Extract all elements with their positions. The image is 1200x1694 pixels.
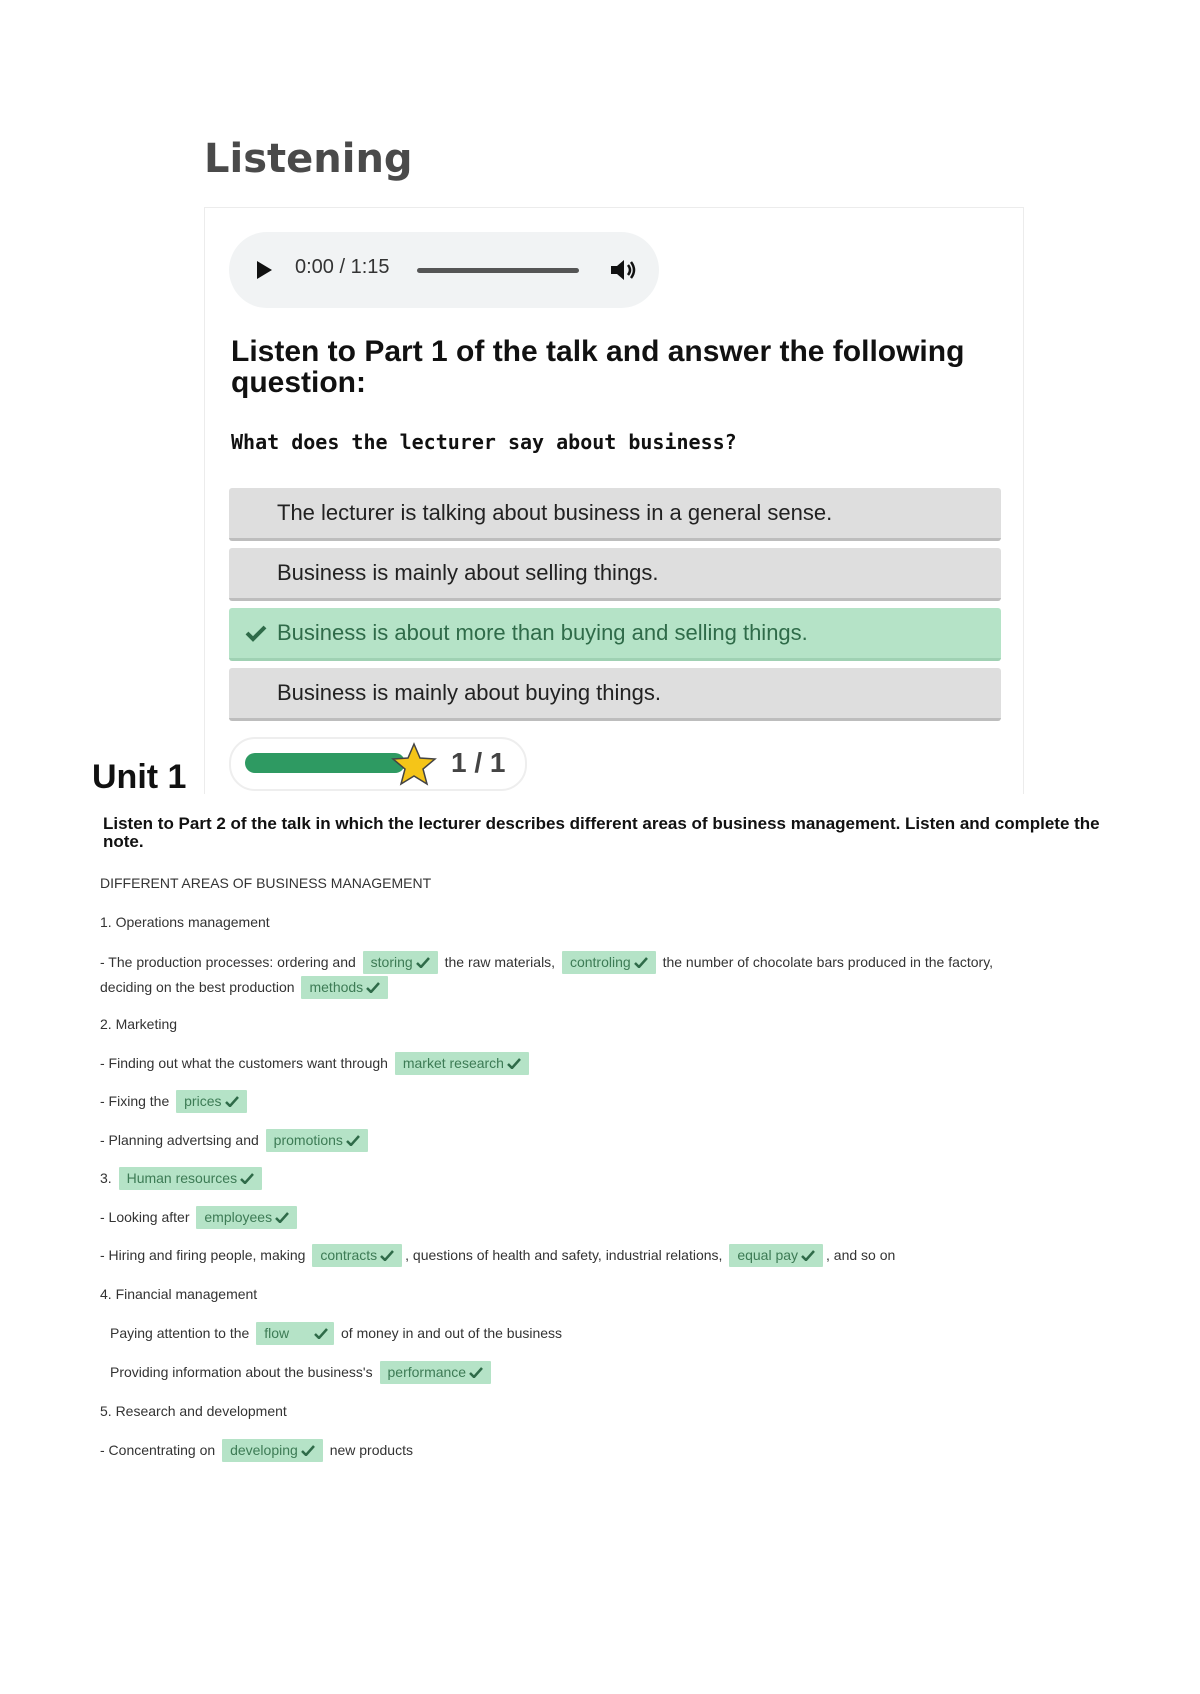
note-line: 3. Human resources: [100, 1167, 265, 1190]
answer-gap[interactable]: Human resources: [119, 1167, 263, 1190]
checkmark-icon: [225, 1096, 239, 1107]
answer-gap[interactable]: equal pay: [729, 1244, 823, 1267]
note-line: - Hiring and firing people, making contracts , questions of health and safety, industrial relations, equal pay , and so on: [100, 1244, 895, 1267]
note-line: - Concentrating on developing new products: [100, 1439, 413, 1462]
checkmark-icon: [314, 1328, 328, 1339]
note-line: 1. Operations management: [100, 914, 270, 930]
page-title: Listening: [204, 136, 413, 182]
note-line: - Fixing the prices: [100, 1090, 250, 1113]
checkmark-icon: [634, 957, 648, 968]
audio-time: 0:00 / 1:15: [295, 256, 390, 278]
answer-option-label: Business is mainly about selling things.: [277, 560, 659, 585]
score-text: 1 / 1: [451, 747, 506, 778]
unit-label: Unit 1: [92, 758, 187, 796]
checkmark-icon: [240, 1173, 254, 1184]
answer-gap[interactable]: developing: [222, 1439, 323, 1462]
checkmark-icon: [380, 1250, 394, 1261]
note-line: deciding on the best production methods: [100, 976, 391, 999]
note-line: 4. Financial management: [100, 1286, 258, 1302]
score-progress-bar: [245, 753, 405, 773]
note-line: Providing information about the business's performance: [110, 1361, 494, 1384]
question-card: [204, 207, 1024, 794]
answer-gap[interactable]: market research: [395, 1052, 529, 1075]
audio-player[interactable]: [229, 232, 659, 308]
answer-option-label: Business is about more than buying and selling things.: [277, 620, 808, 645]
notes-heading: DIFFERENT AREAS OF BUSINESS MANAGEMENT: [100, 875, 432, 891]
checkmark-icon: [801, 1250, 815, 1261]
note-line: 5. Research and development: [100, 1403, 287, 1419]
answer-option-1[interactable]: [229, 488, 1001, 541]
note-line: - Planning advertsing and promotions: [100, 1129, 371, 1152]
checkmark-icon: [275, 1212, 289, 1223]
part2-title: Listen to Part 2 of the talk in which the lecturer describes different areas of business management. Listen and complete the note.: [103, 814, 1100, 851]
volume-icon[interactable]: [609, 258, 637, 282]
note-line: Paying attention to the flow of money in and out of the business: [110, 1322, 562, 1345]
checkmark-icon: [301, 1445, 315, 1456]
answer-option-3[interactable]: [229, 608, 1001, 661]
answer-gap[interactable]: storing: [363, 951, 438, 974]
answer-option-4[interactable]: [229, 668, 1001, 721]
note-line: - The production processes: ordering and storing the raw materials, controling the number of chocolate bars produced in the factory,: [100, 951, 993, 974]
answer-gap[interactable]: employees: [196, 1206, 297, 1229]
play-icon[interactable]: [257, 261, 272, 279]
checkmark-icon: [346, 1135, 360, 1146]
star-icon: [391, 741, 437, 787]
checkmark-icon: [507, 1058, 521, 1069]
answer-gap[interactable]: methods: [301, 976, 388, 999]
question-prompt: What does the lecturer say about business?: [231, 430, 737, 454]
checkmark-icon: [245, 624, 267, 642]
note-line: - Finding out what the customers want through market research: [100, 1052, 532, 1075]
audio-seek-bar[interactable]: [417, 268, 579, 273]
answer-option-2[interactable]: [229, 548, 1001, 601]
checkmark-icon: [366, 982, 380, 993]
note-line: 2. Marketing: [100, 1016, 178, 1032]
answer-gap[interactable]: controling: [562, 951, 656, 974]
answer-gap[interactable]: performance: [380, 1361, 492, 1384]
note-line: - Looking after employees: [100, 1206, 300, 1229]
answer-option-label: The lecturer is talking about business in a general sense.: [277, 500, 833, 525]
checkmark-icon: [416, 957, 430, 968]
answer-option-label: Business is mainly about buying things.: [277, 680, 661, 705]
answer-gap[interactable]: flow: [256, 1322, 334, 1345]
question-title: Listen to Part 1 of the talk and answer the following question:: [231, 335, 965, 399]
answer-gap[interactable]: contracts: [312, 1244, 402, 1267]
answer-gap[interactable]: promotions: [266, 1129, 368, 1152]
checkmark-icon: [469, 1367, 483, 1378]
answer-gap[interactable]: prices: [176, 1090, 246, 1113]
score-indicator: [229, 737, 527, 791]
